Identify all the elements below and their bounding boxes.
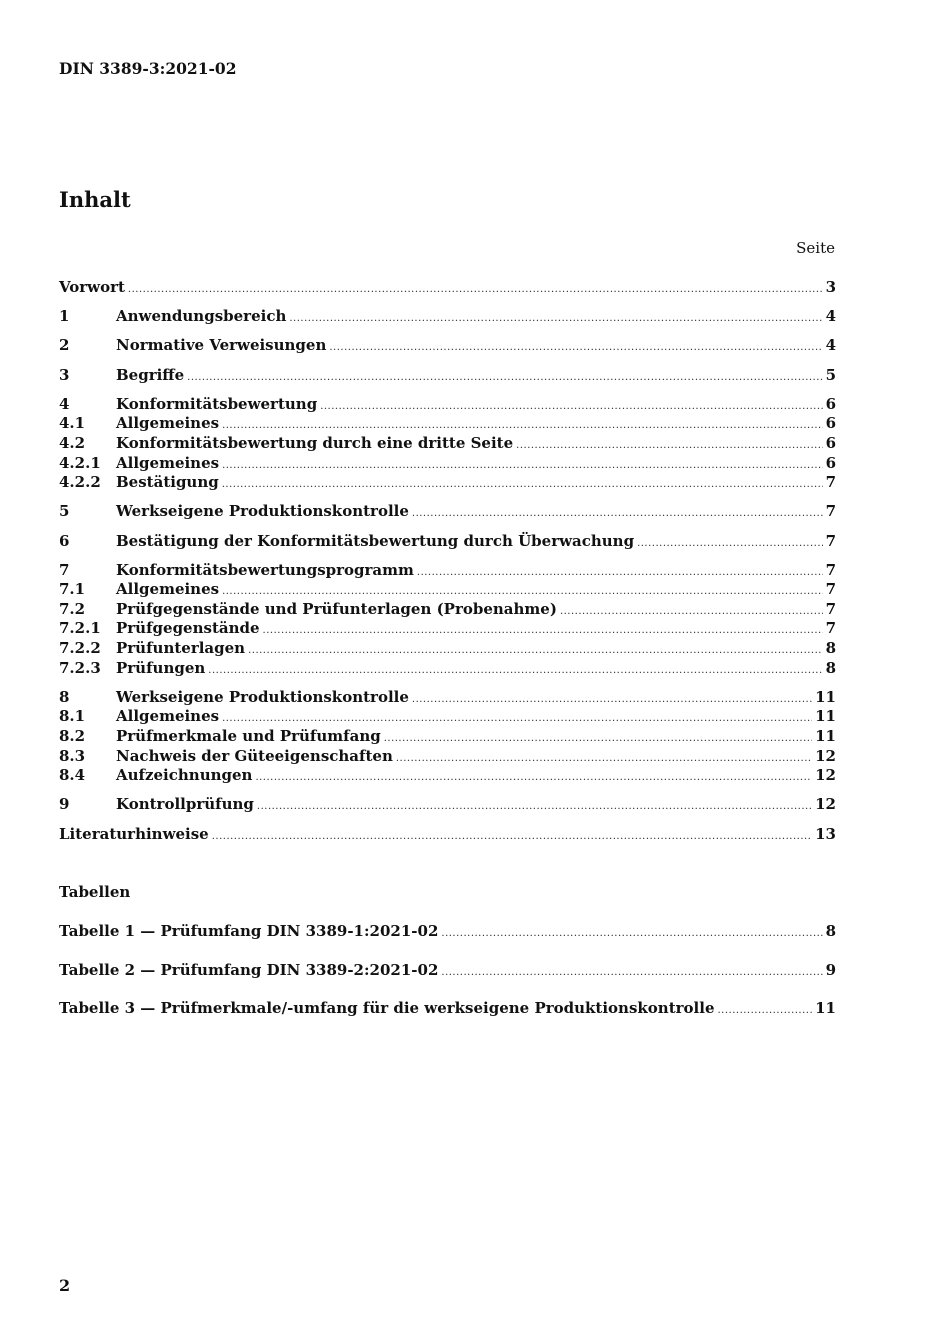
page-title: Inhalt [59,187,131,212]
leader-dots [441,967,822,978]
toc-number: 7.2.3 [59,658,101,677]
toc-label: Prüfgegenstände [116,619,260,638]
toc-page: 7 [825,473,836,492]
toc-page: 6 [825,453,836,472]
toc-number: 8.2 [59,727,86,746]
toc-number: 4.2 [59,433,86,452]
toc-page: 4 [825,307,836,326]
table-entry[interactable] [59,999,836,1019]
toc-page: 12 [815,746,836,765]
toc-label: Prüfunterlagen [116,639,246,658]
leader-dots [257,801,812,812]
toc-number: 7.2 [59,599,86,618]
toc-page: 7 [825,599,836,618]
toc-page: 6 [825,394,836,413]
toc-number: 5 [59,502,70,521]
leader-dots [412,508,823,519]
toc-page: 7 [825,580,836,599]
leader-dots [208,665,822,676]
toc-label: Nachweis der Güteeigenschaften [116,746,393,765]
toc-entry[interactable] [59,502,836,522]
toc-label: Aufzeichnungen [116,766,253,785]
toc-number: 1 [59,307,70,326]
toc-entry[interactable] [59,532,836,552]
toc-number: 8.1 [59,707,86,726]
leader-dots [128,284,823,295]
leader-dots [637,538,822,549]
toc-page: 6 [825,433,836,452]
toc-label: Allgemeines [116,414,220,433]
toc-label: Konformitätsbewertung [116,394,318,413]
toc-page: 11 [815,687,836,706]
toc-label: Konformitätsbewertung durch eine dritte Seite [116,433,514,452]
toc-page: 11 [815,707,836,726]
toc-number: 8.3 [59,746,86,765]
toc-label: Allgemeines [116,707,220,726]
toc-page: 7 [825,531,836,550]
toc-entry[interactable] [59,454,836,474]
leader-dots [222,420,822,431]
toc-entry[interactable] [59,766,836,786]
leader-dots [718,1005,813,1016]
toc-page: 7 [825,619,836,638]
toc-label: Prüfungen [116,658,206,677]
toc-number: 4.1 [59,414,86,433]
toc-label: Normative Verweisungen [116,336,327,355]
leader-dots [384,733,812,744]
toc-entry[interactable] [59,688,836,708]
toc-number: 6 [59,531,70,550]
toc-page: 5 [825,365,836,384]
toc-label: Werkseigene Produktionskontrolle [116,502,409,521]
toc-entry[interactable] [59,473,836,493]
toc-number: 2 [59,336,70,355]
toc-label: Allgemeines [116,453,220,472]
toc-entry[interactable] [59,795,836,815]
toc-entry[interactable] [59,307,836,327]
toc-page: 7 [825,560,836,579]
toc-label: Begriffe [116,365,185,384]
leader-dots [396,753,812,764]
leader-dots [212,831,812,842]
toc-number: 7.2.2 [59,639,101,658]
leader-dots [441,928,822,939]
document-id: DIN 3389-3:2021-02 [59,59,237,78]
toc-label: Bestätigung [116,473,219,492]
toc-number: 3 [59,365,70,384]
toc-entry[interactable] [59,600,836,620]
leader-dots [255,772,812,783]
table-entry[interactable] [59,922,836,942]
leader-dots [516,440,822,451]
leader-dots [187,372,822,383]
toc-page: 12 [815,795,836,814]
toc-entry[interactable] [59,366,836,386]
table-page: 8 [825,922,836,940]
toc-number: 8.4 [59,766,86,785]
toc-number: 8 [59,687,70,706]
toc-label: Prüfmerkmale und Prüfumfang [116,727,381,746]
toc-label: Prüfgegenstände und Prüfunterlagen (Probenahme) [116,599,557,618]
toc-entry[interactable] [59,747,836,767]
toc-entry[interactable] [59,395,836,415]
toc-page: 13 [815,824,836,843]
leader-dots [222,479,823,490]
toc-page: 8 [825,658,836,677]
toc-number: 7.2.1 [59,619,101,638]
toc-number: 7 [59,560,70,579]
toc-entry[interactable] [59,414,836,434]
toc-label: Konformitätsbewertungsprogramm [116,560,414,579]
toc-page: 12 [815,766,836,785]
leader-dots [289,313,822,324]
leader-dots [263,625,823,636]
toc-label: Anwendungsbereich [116,307,287,326]
table-label: Tabelle 1 — Prüfumfang DIN 3389-1:2021-02 [59,922,439,940]
toc-label: Kontrollprüfung [116,795,254,814]
toc-entry[interactable] [59,825,836,845]
toc-entry[interactable] [59,707,836,727]
leader-dots [222,586,822,597]
leader-dots [329,342,822,353]
toc-entry[interactable] [59,561,836,581]
toc-number: 7.1 [59,580,86,599]
toc-label: Werkseigene Produktionskontrolle [116,687,409,706]
table-list [59,922,836,1038]
toc-number: 4 [59,394,70,413]
toc-page: 4 [825,336,836,355]
table-label: Tabelle 3 — Prüfmerkmale/-umfang für die werkseigene Produktionskontrolle [59,999,715,1018]
table-label: Tabelle 2 — Prüfumfang DIN 3389-2:2021-02 [59,960,439,979]
table-of-contents [59,278,836,844]
leader-dots [417,567,823,578]
toc-entry[interactable] [59,580,836,600]
toc-label: Allgemeines [116,580,220,599]
leader-dots [320,401,822,412]
toc-page: 6 [825,414,836,433]
tables-heading: Tabellen [59,883,131,901]
leader-dots [248,645,822,656]
toc-page: 3 [825,278,836,296]
toc-page: 8 [825,639,836,658]
toc-entry[interactable] [59,727,836,747]
page-number: 2 [59,1276,71,1295]
toc-label: Bestätigung der Konformitätsbewertung durch Überwachung [116,531,635,550]
toc-entry[interactable] [59,639,836,659]
toc-number: 4.2.2 [59,473,101,492]
table-page: 11 [815,999,836,1018]
toc-page: 7 [825,502,836,521]
toc-entry[interactable] [59,434,836,454]
leader-dots [222,713,812,724]
toc-number: 4.2.1 [59,453,101,472]
leader-dots [412,694,812,705]
toc-entry[interactable] [59,619,836,639]
leader-dots [560,606,823,617]
toc-entry[interactable] [59,278,836,298]
leader-dots [222,460,822,471]
toc-number: 9 [59,795,70,814]
toc-label: Literaturhinweise [59,824,209,843]
seite-label: Seite [796,239,835,257]
table-entry[interactable] [59,961,836,981]
toc-entry[interactable] [59,659,836,679]
toc-page: 11 [815,727,836,746]
toc-entry[interactable] [59,336,836,356]
toc-label: Vorwort [59,278,125,296]
table-page: 9 [825,960,836,979]
